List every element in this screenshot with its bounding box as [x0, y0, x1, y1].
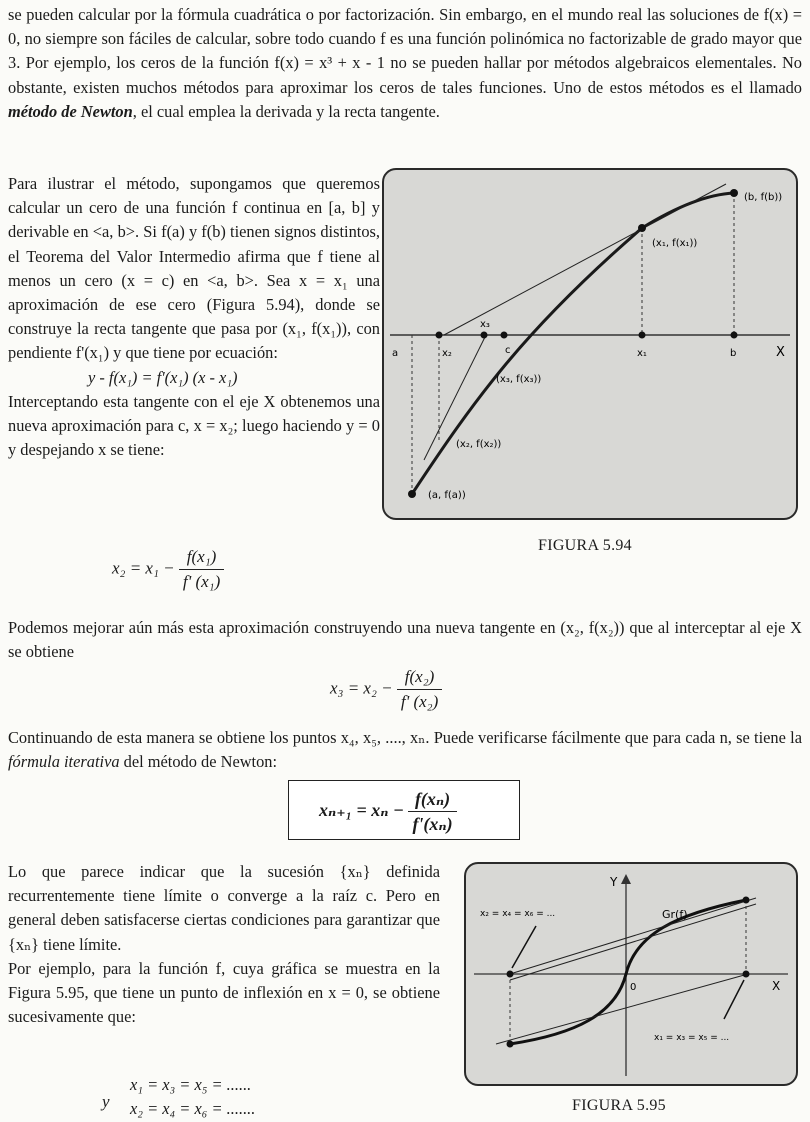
pointer-even	[512, 926, 536, 968]
formula-x3: x₃ = x₂ − $\frac{\text{f(x₂)}}{\text{f' (x₂)}}$	[330, 665, 442, 714]
method-continuation: Interceptando esta tangente con el eje X obtenemos una nueva aproximación para c, x = x₂; luego haciendo y = 0 y despejando x se tiene:	[8, 391, 380, 460]
method-explanation: Para ilustrar el método, supongamos que queremos calcular un cero de una función f continua en [a, b] y derivable en <a, b>. Si f(a) y f(b) tienen signos distintos, el Teorema del Valor Intermedio afirma que f tiene al menos un cero (x = c) en <a, b>. Sea x = x₁ una aproximación de ese cero (Figura 5.94), donde se construye la recta tangente que pasa por (x₁, f(x₁)), con pendiente f'(x₁) y que tiene por ecuación:	[8, 174, 380, 363]
bottom-column	[8, 860, 440, 1029]
label-Y: Y	[610, 875, 618, 889]
point-x1	[638, 224, 646, 232]
figure-5-94-graph	[384, 170, 796, 518]
point-even	[507, 971, 514, 978]
figure-5-95	[464, 862, 798, 1086]
figure-5-95-caption: FIGURA 5.95	[572, 1097, 666, 1114]
y-axis-arrow	[621, 874, 631, 884]
iterative-formula-box: xₙ₊₁ = xₙ − $\frac{\text{f(xₙ)}}{\text{f'(xₙ)}}$	[288, 780, 520, 840]
formula-x2-fraction: $\frac{\text{f(x₁)}}{\text{f' (x₁)}}$	[179, 545, 224, 594]
tangent-line-1	[444, 184, 726, 335]
example-paragraph: Por ejemplo, para la función f, cuya gráfica se muestra en la Figura 5.95, que tiene un punto de inflexión en x = 0, se obtiene sucesivamente que:	[8, 958, 440, 1027]
iterative-paragraph: Continuando de esta manera se obtiene los puntos x₄, x₅, ...., xₙ. Puede verificarse fácilmente que para cada n, se tiene la fórmula iterativa del método de Newton:	[8, 728, 802, 772]
point-x3-axis	[481, 332, 488, 339]
middle-paragraph: Podemos mejorar aún más esta aproximación construyendo una nueva tangente en (x₂, f(x₂)) que al interceptar al eje X se obtiene	[8, 618, 802, 662]
label-X: X	[772, 979, 781, 993]
point-odd	[743, 971, 750, 978]
label-p1: (x₁, f(x₁))	[652, 238, 698, 249]
point-even-curve	[507, 1041, 514, 1048]
point-b	[730, 189, 738, 197]
point-a	[408, 490, 416, 498]
label-x3: x₃	[480, 319, 490, 330]
label-b: b	[730, 348, 737, 359]
figure-5-94-caption: FIGURA 5.94	[538, 537, 632, 554]
label-odd: x₁ = x₃ = x₅ = ...	[654, 1033, 730, 1043]
label-even: x₂ = x₄ = x₆ = ...	[480, 909, 556, 919]
label-origin: 0	[630, 982, 637, 993]
sequence-y: y	[102, 1092, 110, 1111]
pointer-odd	[724, 980, 744, 1019]
label-c: c	[505, 345, 511, 356]
label-x1: x₁	[637, 348, 647, 359]
label-pa: (a, f(a))	[428, 490, 466, 501]
point-c	[501, 332, 508, 339]
label-p3: (x₃, f(x₃))	[496, 374, 542, 385]
label-p2: (x₂, f(x₂))	[456, 439, 502, 450]
left-column	[8, 172, 380, 462]
point-x2-axis	[436, 332, 443, 339]
sequence-odd: x₁ = x₃ = x₅ = ......	[130, 1075, 252, 1094]
label-graph: Gr(f)	[662, 908, 688, 921]
function-curve	[510, 900, 746, 1044]
tangent-equation: y - f(x₁) = f'(x₁) (x - x₁)	[88, 367, 238, 387]
label-x2: x₂	[442, 348, 452, 359]
formula-x3-fraction: $\frac{\text{f(x₂)}}{\text{f' (x₂)}}$	[397, 665, 442, 714]
label-a: a	[392, 348, 399, 359]
convergence-paragraph: Lo que parece indicar que la sucesión {xₙ} definida recurrentemente tiene límite o converge a la raíz c. Pero en general deben satisfacerse ciertas condiciones para garantizar que {xₙ} tiene límite.	[8, 862, 440, 954]
point-b-axis	[731, 332, 738, 339]
method-name: método de Newton	[8, 101, 133, 121]
point-odd-curve	[743, 897, 750, 904]
figure-5-94	[382, 168, 798, 520]
figure-5-95-graph	[466, 864, 796, 1084]
formula-x2: x₂ = x₁ − $\frac{\text{f(x₁)}}{\text{f' (x₁)}}$	[112, 545, 224, 594]
sequence-even: x₂ = x₄ = x₆ = .......	[130, 1099, 256, 1118]
point-x1-axis	[639, 332, 646, 339]
iterative-formula-name: fórmula iterativa	[8, 752, 120, 772]
iterative-formula-fraction: $\frac{\text{f(xₙ)}}{\text{f'(xₙ)}}$	[408, 787, 456, 836]
label-X: X	[776, 345, 785, 360]
intro-paragraph: se pueden calcular por la fórmula cuadrática o por factorización. Sin embargo, en el mundo real las soluciones de f(x) = 0, no siempre son fáciles de calcular, sobre todo cuando f es una función polinómica no factorizable de grado mayor que 3. Por ejemplo, los ceros de la función f(x) = x³ + x - 1 no se pueden hallar por métodos algebraicos elementales. No obstante, existen muchos métodos para aproximar los ceros de tales funciones. Uno de estos métodos es el llamado método de Newton, el cual emplea la derivada y la recta tangente.	[8, 5, 802, 121]
label-pb: (b, f(b))	[744, 192, 783, 203]
